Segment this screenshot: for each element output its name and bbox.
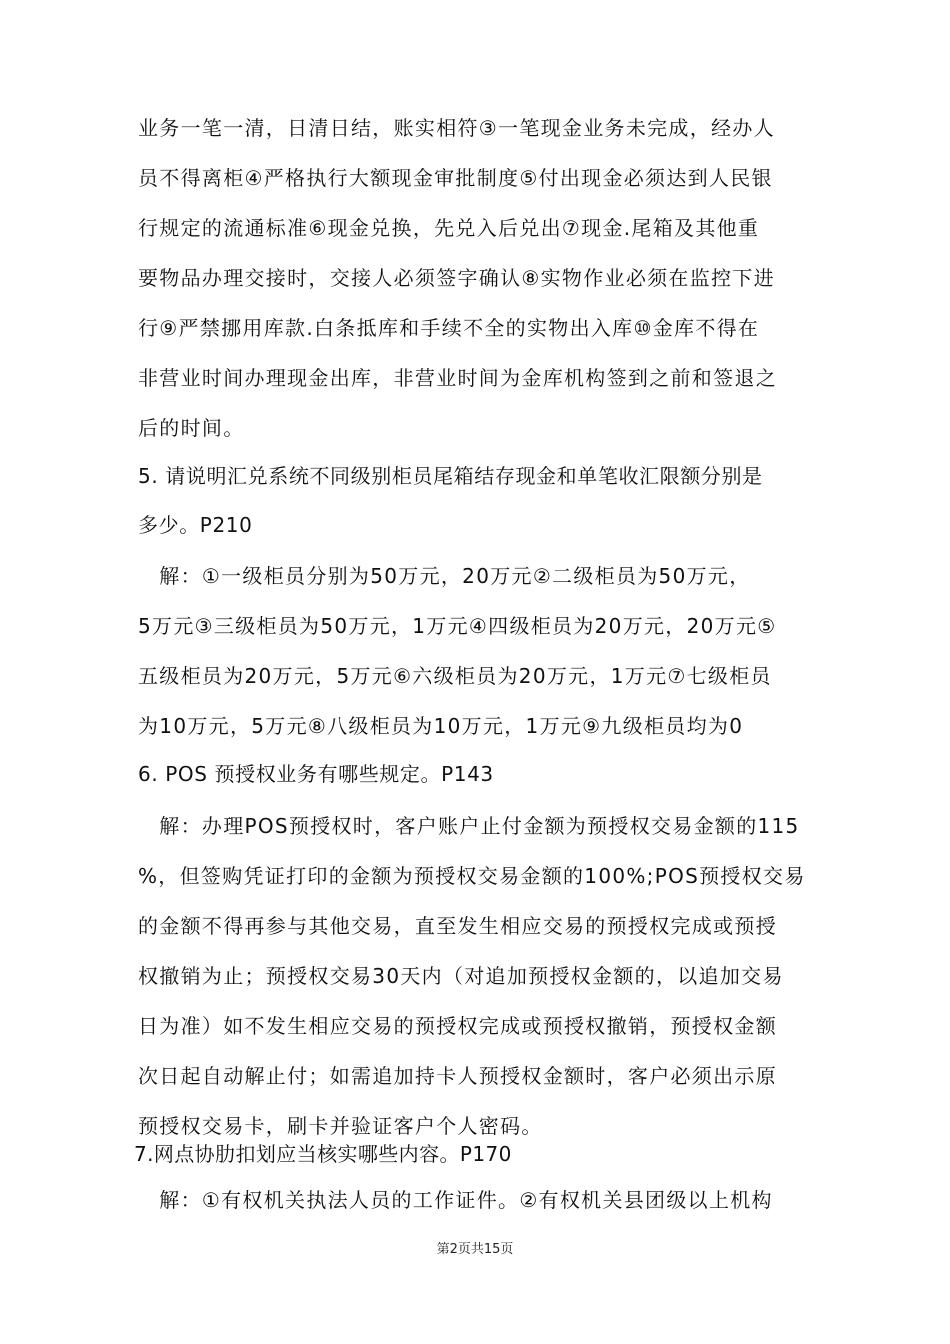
page-footer: 第2页共15页 (436, 1242, 514, 1257)
text-line: 后的时间。 (138, 416, 245, 440)
question-page-ref: 多少。P210 (138, 513, 253, 537)
answer-line: 解：①有权机关执法人员的工作证件。②有权机关县团级以上机构 (138, 1188, 773, 1212)
answer-line: 5万元③三级柜员为50万元，1万元④四级柜员为20万元，20万元⑤ (138, 614, 777, 638)
text-line: 要物品办理交接时，交接人必须签字确认⑧实物作业必须在监控下进 (138, 266, 775, 290)
text-line: 行⑨严禁挪用库款.白条抵库和手续不全的实物出入库⑩金库不得在 (138, 316, 760, 340)
answer-line: 日为准）如不发生相应交易的预授权完成或预授权撤销，预授权金额 (138, 1014, 777, 1038)
text-line: 行规定的流通标准⑥现金兑换，先兑入后兑出⑦现金.尾箱及其他重 (138, 216, 760, 240)
text-line: 员不得离柜④严格执行大额现金审批制度⑤付出现金必须达到人民银 (138, 166, 773, 190)
answer-line: 为10万元，5万元⑧八级柜员为10万元，1万元⑨九级柜员均为0 (138, 714, 744, 738)
answer-line: %，但签购凭证打印的金额为预授权交易金额的100%;POS预授权交易 (138, 864, 806, 888)
text-line: 业务一笔一清，日清日结，账实相符③一笔现金业务未完成，经办人 (138, 116, 775, 140)
answer-line: 五级柜员为20万元，5万元⑥六级柜员为20万元，1万元⑦七级柜员 (138, 664, 772, 688)
question-heading: 5. 请说明汇兑系统不同级别柜员尾箱结存现金和单笔收汇限额分别是 (138, 464, 763, 488)
answer-line: 预授权交易卡，刷卡并验证客户个人密码。 (138, 1114, 543, 1138)
question-heading: 6. POS 预授权业务有哪些规定。P143 (138, 762, 494, 786)
answer-line: 次日起自动解止付；如需追加持卡人预授权金额时，客户必须出示原 (138, 1064, 777, 1088)
question-heading: 7.网点协肋扣划应当核实哪些内容。P170 (134, 1142, 512, 1166)
answer-line: 解：①一级柜员分别为50万元，20万元②二级柜员为50万元， (138, 564, 751, 588)
answer-line: 的金额不得再参与其他交易，直至发生相应交易的预授权完成或预授 (138, 914, 777, 938)
answer-line: 解：办理POS预授权时，客户账户止付金额为预授权交易金额的115 (138, 814, 800, 838)
answer-line: 权撤销为止；预授权交易30天内（对追加预授权金额的，以追加交易 (138, 964, 784, 988)
text-line: 非营业时间办理现金出库，非营业时间为金库机构签到之前和签退之 (138, 366, 777, 390)
